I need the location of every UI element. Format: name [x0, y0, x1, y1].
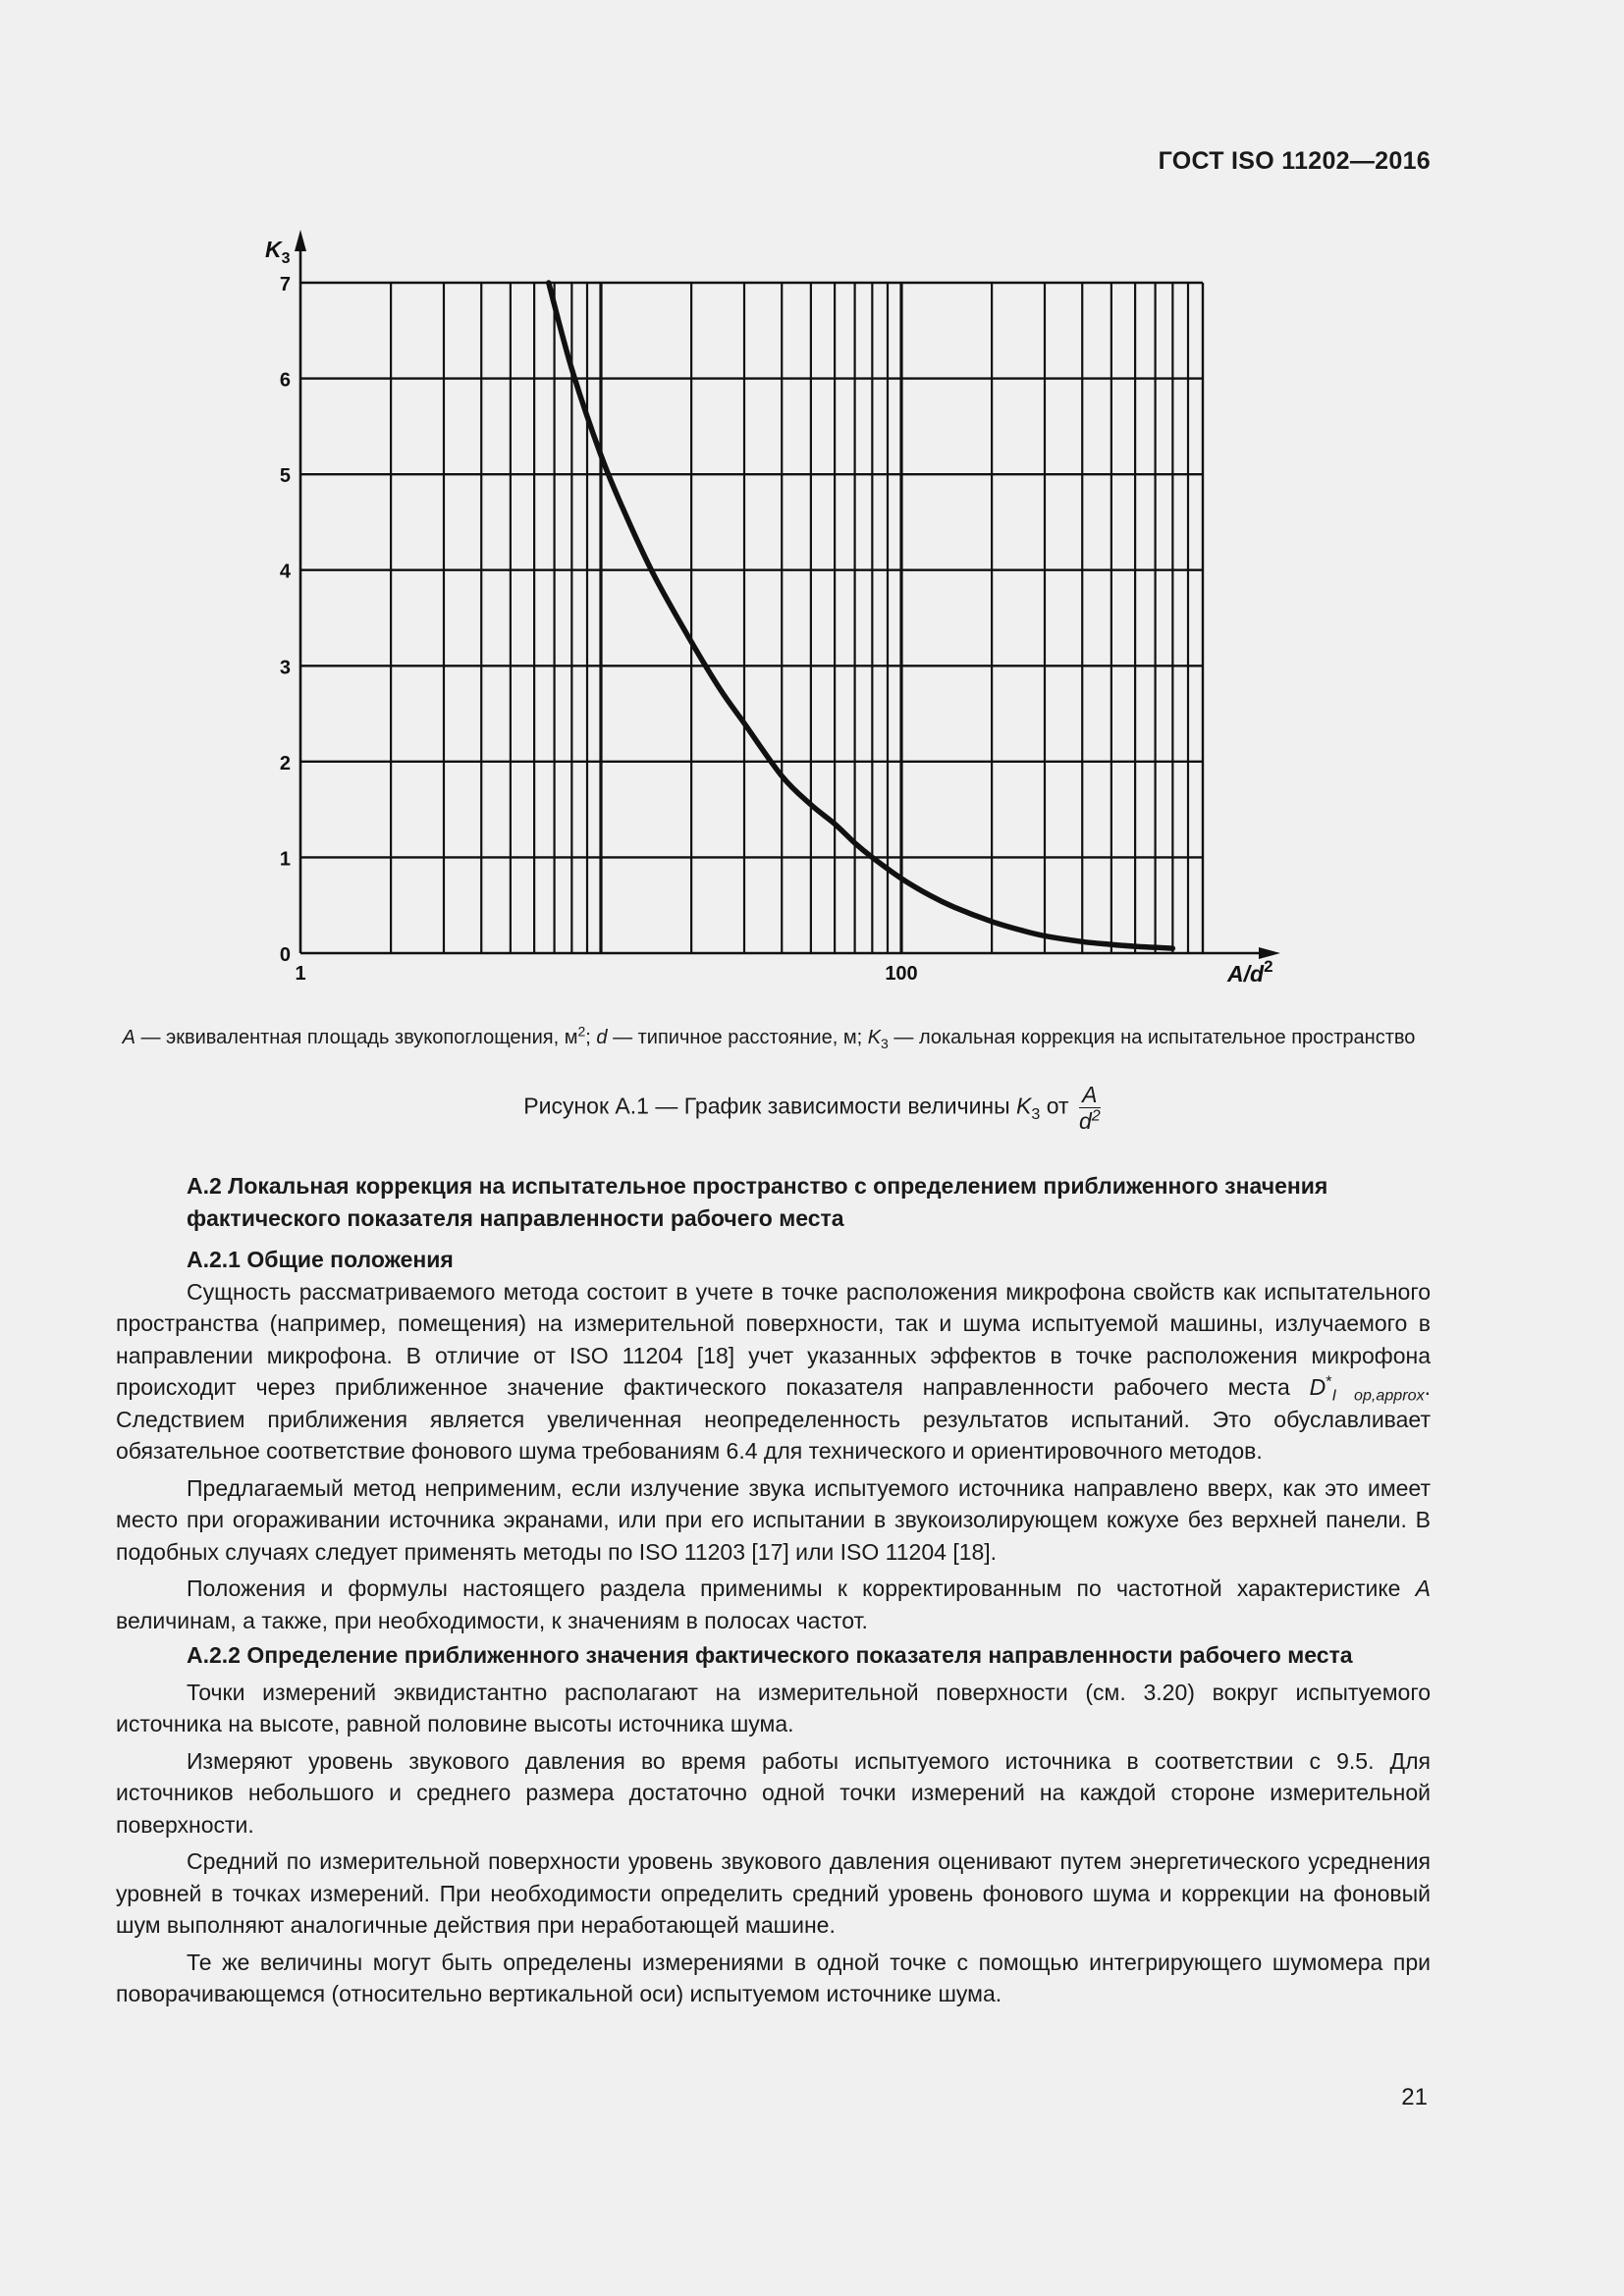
paragraph: Сущность рассматриваемого метода состоит в учете в точке расположения микрофона свойств как испытательного пространства (например, помещения) на измерительной поверхности, так и шума испытуемой машины, излучаемого в направлении микрофона. В отличие от ISO 11204 [18] учет указанных эффектов в точке расположения микрофона происходит через приближенное значение фактического показателя направленности рабочего места $D^*_{I op,approx}$. Следствием приближения является увеличенная неопределенность результатов испытаний. Это обуславливает обязательное соответствие фонового шума требованиям 6.4 для технического и ориентировочного методов. — [116, 1278, 1432, 1464]
y-tick-label: 7 — [279, 274, 291, 295]
x-tick-label: 1 — [295, 963, 306, 985]
section-a22-heading: А.2.2 Определение приближенного значения фактического показателя направленности рабочего места — [187, 1642, 1353, 1668]
document-body — [116, 1170, 1431, 2010]
y-tick-label: 3 — [279, 657, 291, 679]
chart-grid — [300, 283, 1203, 953]
y-tick-label: 6 — [279, 369, 291, 392]
y-tick-label: 0 — [279, 944, 291, 966]
y-tick-label: 2 — [279, 752, 291, 774]
paragraph: Точки измерений эквидистантно располагают на измерительной поверхности (см. 3.20) вокруг испытуемого источника на высоте, равной половине высоты источника шума. — [116, 1679, 1431, 1736]
x-tick-label: 100 — [885, 963, 918, 985]
k3-curve — [549, 283, 1173, 948]
section-a2-heading: А.2 Локальная коррекция на испытательное пространство с определением приближенного значения фактического показателя направленности рабочего места — [187, 1173, 1328, 1231]
x-axis-label: $A/d^2$ — [1227, 957, 1273, 987]
k3-chart — [0, 0, 1624, 1021]
caption-fraction: $\frac{A}{d^2}$ — [1078, 1082, 1101, 1134]
document-id-header: ГОСТ ISO 11202—2016 — [1158, 147, 1431, 175]
figure-legend: A — эквивалентная площадь звукопоглощения, $м^2$; d — типичное расстояние, м; $K_3$ — локальная коррекция на испытательное пространство — [122, 1023, 1416, 1051]
paragraph: Предлагаемый метод неприменим, если излучение звука испытуемого источника направлено вверх, как это имеет место при огораживании источника экранами, или при его испытании в звукоизолирующем кожухе без верхней панели. В подобных случаях следует применять методы по ISO 11203 [17] или ISO 11204 [18]. — [116, 1474, 1431, 1565]
y-axis-arrow — [295, 230, 306, 251]
section-a21-heading: А.2.1 Общие положения — [187, 1247, 454, 1272]
chart-ticks — [280, 274, 918, 985]
paragraph: Те же величины могут быть определены измерениями в одной точке с помощью интегрирующего шумомера при поворачивающемся (относительно вертикальной оси) испытуемом источнике шума. — [116, 1949, 1431, 2006]
y-axis-label: $K_3$ — [265, 237, 291, 267]
chart-labels — [265, 237, 1273, 987]
y-tick-label: 5 — [279, 465, 291, 488]
figure-caption: Рисунок А.1 — График зависимости величины $K_3$ от $\frac{A}{d^2}$ — [523, 1082, 1101, 1134]
page-number: 21 — [1401, 2084, 1428, 2110]
paragraph: Положения и формулы настоящего раздела применимы к корректированным по частотной характеристике A величинам, а также, при необходимости, к значениям в полосах частот. — [116, 1575, 1431, 1633]
chart-curve — [549, 283, 1173, 948]
paragraph: Измеряют уровень звукового давления во время работы испытуемого источника в соответствии с 9.5. Для источников небольшого и среднего размера достаточно одной точки измерений на каждой стороне измерительной поверхности. — [116, 1747, 1431, 1838]
y-tick-label: 1 — [279, 848, 291, 871]
chart-axes — [295, 230, 1280, 959]
paragraph: Средний по измерительной поверхности уровень звукового давления оценивают путем энергетического усреднения уровней в точках измерений. При необходимости определить средний уровень фонового шума и коррекции на фоновый шум выполняют аналогичные действия при неработающей машине. — [116, 1848, 1431, 1938]
y-tick-label: 4 — [279, 561, 291, 583]
